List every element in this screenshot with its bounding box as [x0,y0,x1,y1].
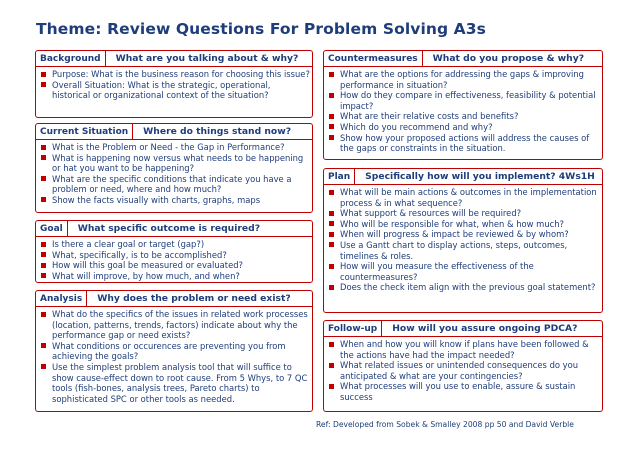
list-item: What is the Problem or Need - the Gap in Performance? [40,142,310,153]
follow-up-list [328,339,600,403]
list-item: Show how your proposed actions will address the causes of the gaps or constraints in the situation. [328,133,600,154]
countermeasures-question: What do you propose & why? [432,53,585,64]
countermeasures-tag: Countermeasures [324,51,423,66]
plan-question: Specifically how will you implement? 4Ws1H [365,171,595,182]
goal-list [40,239,310,281]
follow-up-header [324,321,602,337]
list-item: Show the facts visually with charts, graphs, maps [40,195,310,206]
analysis-list [40,309,310,404]
list-item: Which do you recommend and why? [328,122,600,133]
list-item: When will progress & impact be reviewed & by whom? [328,229,600,240]
list-item: Who will be responsible for what, when & how much? [328,219,600,230]
background-question: What are you talking about & why? [115,53,299,64]
plan-list [328,187,600,293]
analysis-section [35,290,313,412]
plan-tag: Plan [324,169,355,184]
list-item: Overall Situation: What is the strategic, operational, historical or organizational context of the situation? [40,80,310,101]
list-item: What conditions or occurences are preventing you from achieving the goals? [40,341,310,362]
list-item: Purpose: What is the business reason for choosing this issue? [40,69,310,80]
list-item: What support & resources will be required? [328,208,600,219]
follow-up-question: How will you assure ongoing PDCA? [392,323,578,334]
goal-header [36,221,312,237]
plan-header [324,169,602,185]
current-situation-list [40,142,310,206]
list-item: What are their relative costs and benefits? [328,111,600,122]
list-item: Is there a clear goal or target (gap?) [40,239,310,250]
list-item: Use a Gantt chart to display actions, steps, outcomes, timelines & roles. [328,240,600,261]
background-section [35,50,313,118]
list-item: How will you measure the effectiveness of the countermeasures? [328,261,600,282]
background-tag: Background [36,51,106,66]
analysis-header [36,291,312,307]
reference-note: Ref: Developed from Sobek & Smalley 2008 pp 50 and David Verble [316,420,574,429]
current-situation-question: Where do things stand now? [143,126,292,137]
current-situation-tag: Current Situation [36,124,133,139]
list-item: What will be main actions & outcomes in the implementation process & in what sequence? [328,187,600,208]
list-item: What are the options for addressing the gaps & improving performance in situation? [328,69,600,90]
list-item: What will improve, by how much, and when? [40,271,310,282]
analysis-tag: Analysis [36,291,87,306]
list-item: When and how you will know if plans have been followed & the actions have had the impact needed? [328,339,600,360]
current-situation-header [36,124,312,140]
background-header [36,51,312,67]
list-item: Use the simplest problem analysis tool that will suffice to show cause-effect down to root cause. From 5 Whys, to 7 QC tools (fish-bones, analysis trees, Pareto charts) to sophisticated SPC or other tools as needed. [40,362,310,404]
list-item: What is happening now versus what needs to be happening or hat you want to be happening? [40,153,310,174]
goal-question: What specific outcome is required? [77,223,261,234]
list-item: What do the specifics of the issues in related work processes (location, patterns, trends, factors) indicate about why the performance gap or need exists? [40,309,310,341]
follow-up-tag: Follow-up [324,321,382,336]
list-item: What processes will you use to enable, assure & sustain success [328,381,600,402]
page-title: Theme: Review Questions For Problem Solving A3s [36,20,486,38]
list-item: How do they compare in effectiveness, feasibility & potential impact? [328,90,600,111]
list-item: What are the specific conditions that indicate you have a problem or need, where and how much? [40,174,310,195]
list-item: What related issues or unintended consequences do you anticipated & what are your contingencies? [328,360,600,381]
goal-tag: Goal [36,221,68,236]
countermeasures-header [324,51,602,67]
follow-up-section [323,320,603,412]
list-item: Does the check item align with the previous goal statement? [328,282,600,293]
countermeasures-section [323,50,603,160]
countermeasures-list [328,69,600,154]
current-situation-section [35,123,313,213]
analysis-question: Why does the problem or need exist? [97,293,291,304]
background-list [40,69,310,101]
list-item: What, specifically, is to be accomplished? [40,250,310,261]
list-item: How will this goal be measured or evaluated? [40,260,310,271]
goal-section [35,220,313,283]
plan-section [323,168,603,313]
